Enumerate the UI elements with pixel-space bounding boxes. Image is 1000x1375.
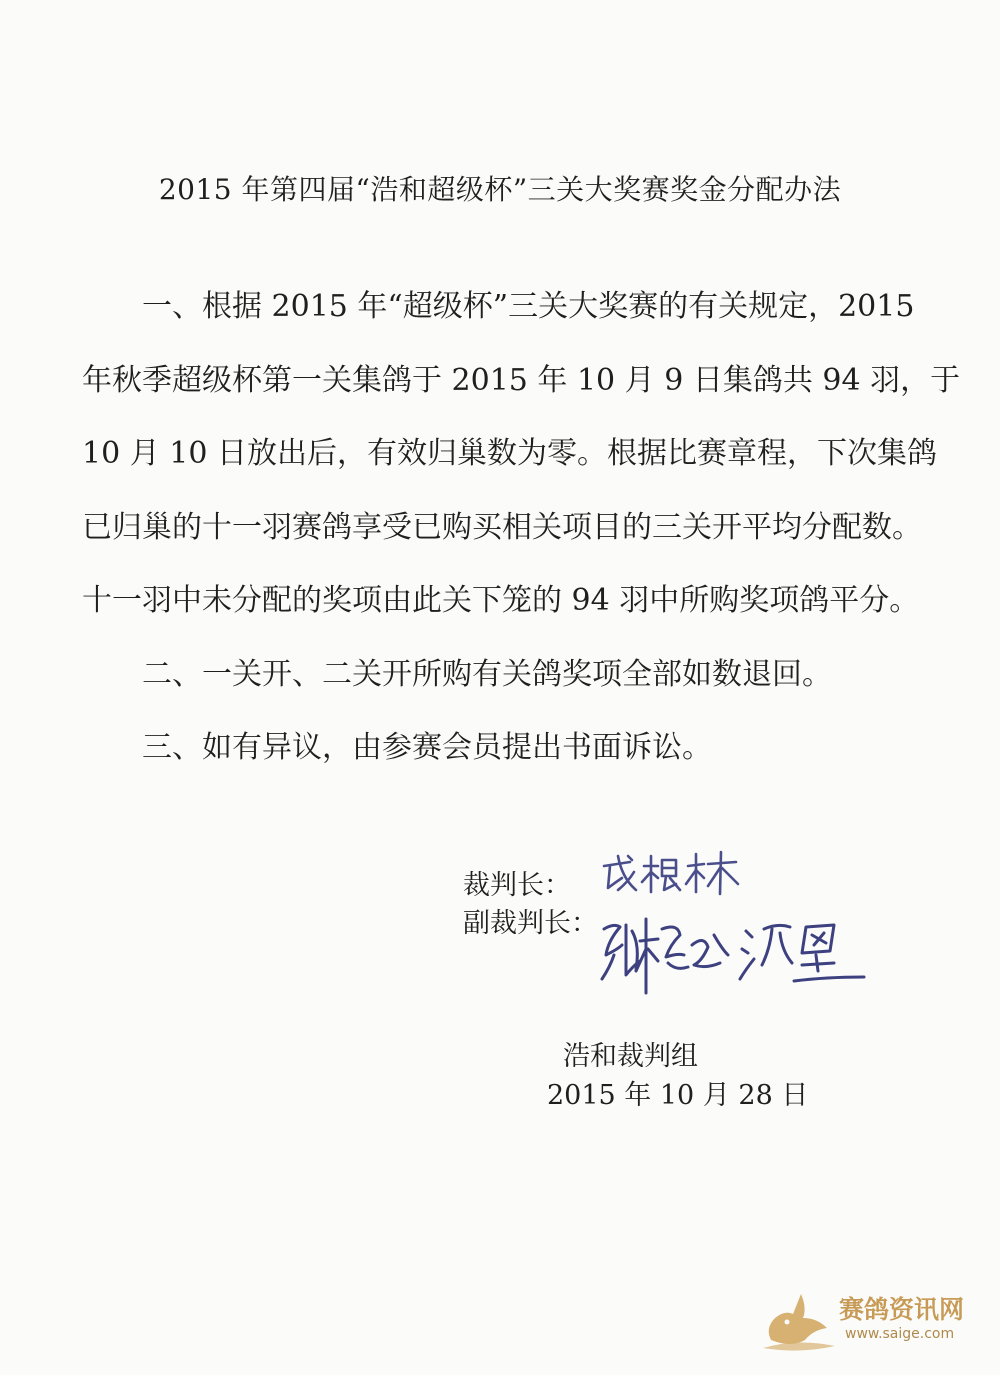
- issue-date: 2015 年 10 月 28 日: [547, 1080, 809, 1111]
- paragraph-1-line-4: 已归巢的十一羽赛鸽享受已购买相关项目的三关开平均分配数。: [82, 509, 922, 545]
- document-body: [82, 270, 961, 785]
- paragraph-1-line-2: 年秋季超级杯第一关集鸽于 2015 年 10 月 9 日集鸽共 94 羽，于: [82, 362, 961, 398]
- deputy-referee-signature: [596, 905, 896, 1000]
- chief-referee-signature: [596, 848, 746, 898]
- document-title: 2015 年第四届“浩和超级杯”三关大奖赛奖金分配办法: [158, 173, 842, 206]
- chief-referee-label: 裁判长：: [463, 870, 571, 901]
- watermark-site-name: 赛鸽资讯网: [839, 1295, 965, 1324]
- paragraph-3: 三、如有异议，由参赛会员提出书面诉讼。: [142, 730, 712, 765]
- paragraph-1-line-3: 10 月 10 日放出后，有效归巢数为零。根据比赛章程，下次集鸽: [82, 436, 937, 471]
- pigeon-logo-icon: [757, 1288, 837, 1358]
- issuer-name: 浩和裁判组: [563, 1041, 698, 1072]
- paragraph-2: 二、一关开、二关开所购有关鸽奖项全部如数退回。: [142, 656, 832, 692]
- paragraph-1-line-1: 一、根据 2015 年“超级杯”三关大奖赛的有关规定，2015: [142, 289, 915, 324]
- watermark-site-url: www.saige.com: [845, 1326, 955, 1342]
- site-watermark: [757, 1288, 977, 1358]
- deputy-referee-label: 副裁判长：: [463, 908, 598, 939]
- paragraph-1-line-5: 十一羽中未分配的奖项由此关下笼的 94 羽中所购奖项鸽平分。: [82, 583, 920, 618]
